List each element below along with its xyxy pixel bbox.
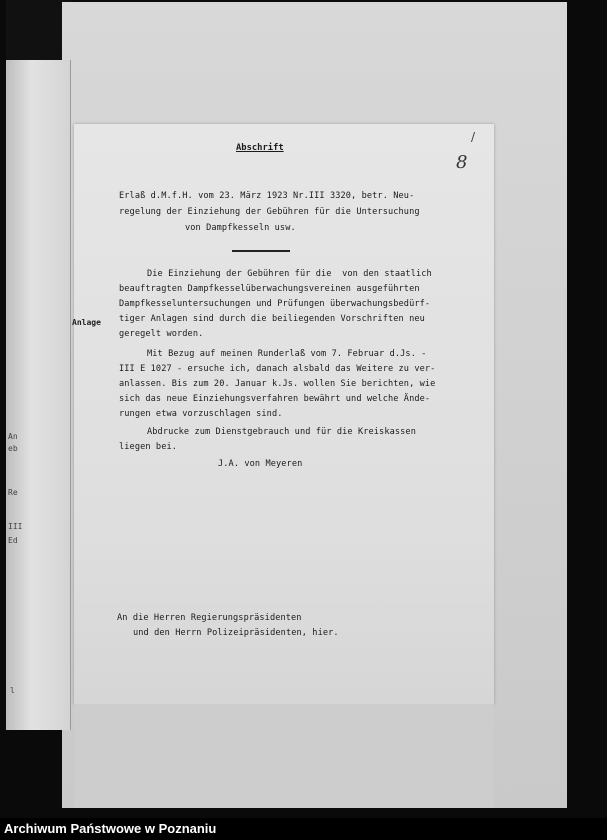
- body-line: rungen etwa vorzuschlagen sind.: [119, 409, 283, 419]
- strip-fragment: Re: [8, 488, 18, 497]
- margin-note: Anlage: [72, 318, 101, 327]
- document-title: Abschrift: [236, 143, 284, 153]
- strip-fragment: l: [10, 686, 15, 695]
- body-line: Dampfkesseluntersuchungen und Prüfungen überwachungsbedürf-: [119, 299, 431, 309]
- subject-line: regelung der Einziehung der Gebühren für die Untersuchung: [119, 207, 420, 217]
- archive-label: Archiwum Państwowe w Poznaniu: [4, 821, 217, 836]
- subject-line: Erlaß d.M.f.H. vom 23. März 1923 Nr.III 3320, betr. Neu-: [119, 191, 415, 201]
- strip-fragment: Ed: [8, 536, 18, 545]
- addressee-line: An die Herren Regierungspräsidenten: [117, 613, 302, 623]
- body-line: Abdrucke zum Dienstgebrauch und für die Kreiskassen: [147, 427, 416, 437]
- addressee-line: und den Herrn Polizeipräsidenten, hier.: [133, 628, 339, 638]
- body-line: Mit Bezug auf meinen Runderlaß vom 7. Februar d.Js. -: [147, 349, 427, 359]
- body-line: Die Einziehung der Gebühren für die von den staatlich: [147, 269, 432, 279]
- body-line: tiger Anlagen sind durch die beiliegenden Vorschriften neu: [119, 314, 425, 324]
- body-line: anlassen. Bis zum 20. Januar k.Js. wollen Sie berichten, wie: [119, 379, 436, 389]
- page-bottom: [74, 704, 494, 808]
- body-line: liegen bei.: [119, 442, 178, 452]
- body-line: beauftragten Dampfkesselüberwachungsvereinen ausgeführten: [119, 284, 420, 294]
- body-line: sich das neue Einziehungsverfahren bewährt und welche Ände-: [119, 394, 431, 404]
- body-line: III E 1027 - ersuche ich, danach alsbald das Weitere zu ver-: [119, 364, 436, 374]
- signature-line: J.A. von Meyeren: [218, 459, 303, 469]
- subject-line: von Dampfkesseln usw.: [185, 223, 296, 233]
- pencil-mark: /: [471, 130, 476, 144]
- strip-fragment: An: [8, 432, 18, 441]
- archive-footer: [0, 818, 607, 840]
- folded-strip: [6, 60, 71, 730]
- strip-fragment: eb: [8, 444, 18, 453]
- separator-rule: [232, 250, 290, 252]
- page-number: 8: [456, 152, 468, 173]
- strip-fragment: III: [8, 522, 23, 531]
- body-line: geregelt worden.: [119, 329, 204, 339]
